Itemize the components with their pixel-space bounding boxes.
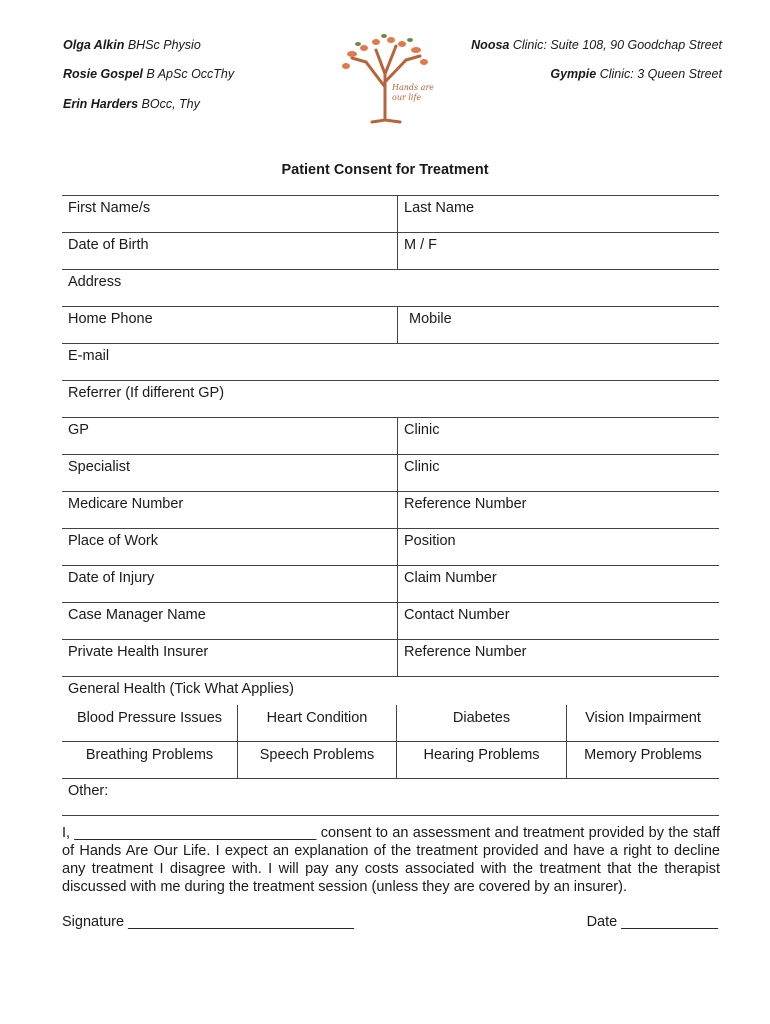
case-manager-field[interactable] — [62, 603, 397, 639]
sex-label: M / F — [404, 237, 438, 253]
staff-line-3: Erin Harders BOcc, Thy — [63, 97, 200, 111]
contact-label: Contact Number — [404, 607, 510, 623]
injury-date-label: Date of Injury — [68, 570, 155, 586]
health-option-heart[interactable]: Heart Condition — [237, 705, 396, 741]
health-option-breathing[interactable]: Breathing Problems — [85, 747, 214, 763]
health-heading: General Health (Tick What Applies) — [68, 681, 294, 697]
specialist-clinic-label: Clinic — [404, 459, 440, 475]
first-name-field[interactable] — [62, 196, 397, 232]
patient-form — [62, 195, 719, 816]
health-option-blood-pressure[interactable]: Blood Pressure Issues — [76, 710, 223, 726]
address-label: Address — [68, 274, 122, 290]
health-option-memory[interactable]: Memory Problems — [566, 742, 719, 778]
address-field[interactable] — [62, 270, 719, 306]
case-manager-label: Case Manager Name — [68, 607, 206, 623]
position-label: Position — [404, 533, 456, 549]
medicare-ref-field[interactable] — [397, 492, 719, 528]
sex-field[interactable] — [397, 233, 719, 269]
position-field[interactable] — [397, 529, 719, 565]
other-field[interactable] — [62, 779, 719, 815]
clinic-gympie: Gympie Clinic: 3 Queen Street — [550, 67, 722, 81]
medicare-ref-label: Reference Number — [404, 496, 527, 512]
claim-field[interactable] — [397, 566, 719, 602]
injury-date-field[interactable] — [62, 566, 397, 602]
tree-logo-icon — [336, 32, 434, 124]
gp-clinic-field[interactable] — [397, 418, 719, 454]
email-field[interactable] — [62, 344, 719, 380]
mobile-field[interactable] — [397, 307, 719, 343]
home-phone-label: Home Phone — [68, 311, 153, 327]
gp-label: GP — [68, 422, 89, 438]
insurer-ref-label: Reference Number — [404, 644, 527, 660]
gp-field[interactable] — [62, 418, 397, 454]
other-label: Other: — [68, 783, 109, 799]
gp-clinic-label: Clinic — [404, 422, 440, 438]
date-line[interactable]: Date ____________ — [586, 914, 718, 930]
insurer-field[interactable] — [62, 640, 397, 676]
logo-text-2: our life — [392, 93, 422, 102]
consent-statement: I, ______________________________ consent to an assessment and treatment provided by the staff of Hands Are Our Life. I expect an explanation of the treatment provided and have a right to decline any treatment I disagree with. I will pay any costs associated with the treatment that the therapist discussed with me during the treatment session (unless they are covered by an insurer). — [62, 825, 720, 895]
work-label: Place of Work — [68, 533, 158, 549]
insurer-label: Private Health Insurer — [68, 644, 209, 660]
staff-line-2: Rosie Gospel B ApSc OccThy — [63, 67, 235, 81]
work-field[interactable] — [62, 529, 397, 565]
signature-line[interactable]: Signature ____________________________ — [62, 914, 354, 930]
referrer-label: Referrer (If different GP) — [68, 385, 225, 401]
first-name-label: First Name/s — [68, 200, 151, 216]
specialist-label: Specialist — [68, 459, 131, 475]
health-option-vision[interactable]: Vision Impairment — [566, 705, 719, 741]
last-name-field[interactable] — [397, 196, 719, 232]
health-option-speech[interactable]: Speech Problems — [237, 742, 396, 778]
health-option-diabetes[interactable]: Diabetes — [396, 705, 566, 741]
medicare-label: Medicare Number — [68, 496, 184, 512]
staff-line-1: Olga Alkin BHSc Physio — [63, 38, 201, 52]
dob-label: Date of Birth — [68, 237, 149, 253]
referrer-field[interactable] — [62, 381, 719, 417]
health-option-hearing[interactable]: Hearing Problems — [396, 742, 566, 778]
last-name-label: Last Name — [404, 200, 475, 216]
mobile-label: Mobile — [409, 311, 452, 327]
email-label: E-mail — [68, 348, 110, 364]
medicare-field[interactable] — [62, 492, 397, 528]
dob-field[interactable] — [62, 233, 397, 269]
contact-field[interactable] — [397, 603, 719, 639]
form-title: Patient Consent for Treatment — [281, 162, 489, 178]
insurer-ref-field[interactable] — [397, 640, 719, 676]
clinic-noosa: Noosa Clinic: Suite 108, 90 Goodchap Street — [471, 38, 722, 52]
home-phone-field[interactable] — [62, 307, 397, 343]
claim-label: Claim Number — [404, 570, 497, 586]
specialist-clinic-field[interactable] — [397, 455, 719, 491]
logo-text-1: Hands are — [392, 83, 434, 92]
specialist-field[interactable] — [62, 455, 397, 491]
